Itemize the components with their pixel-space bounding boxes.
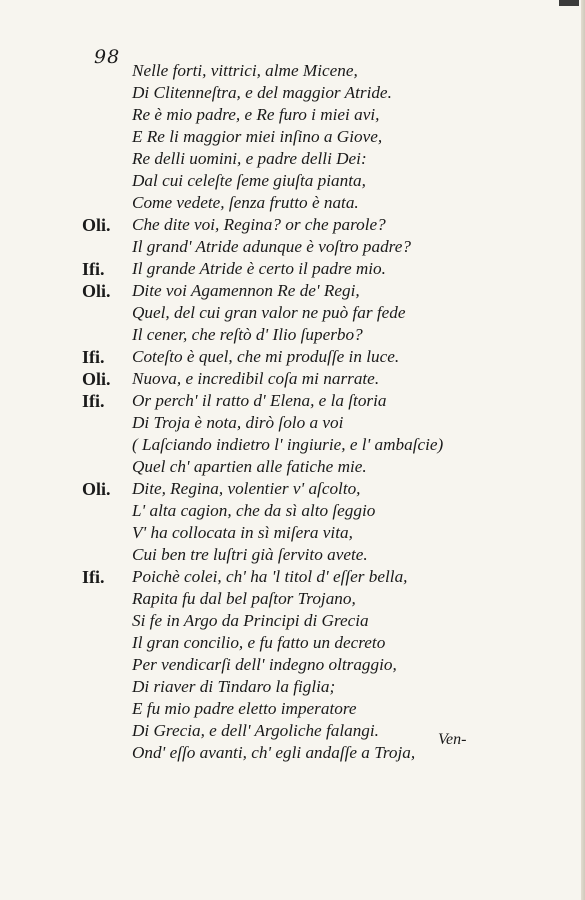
verse-text: Di Troja è nota, dirò ſolo a voi [132,413,344,432]
verse-text: Il grand' Atride adunque è voſtro padre? [132,237,411,256]
verse-line [0,742,585,764]
speaker-label: Ifi. [82,567,105,587]
verse-line [0,236,585,258]
verse-text: Ond' eſſo avanti, ch' egli andaſſe a Troja, [132,743,416,762]
verse-text: Il cener, che reſtò d' Ilio ſuperbo? [132,325,363,344]
verse-text: Poichè colei, ch' ha 'l titol d' eſſer bella, [132,567,408,586]
verse-line [0,324,585,346]
speaker-label: Oli. [82,369,111,389]
verse-line [0,610,585,632]
verse-line [0,126,585,148]
verse-line [0,104,585,126]
verse-line [0,368,585,390]
verse-text: Coteſto è quel, che mi produſſe in luce. [132,347,400,366]
verse-line [0,192,585,214]
verse-line [0,390,585,412]
verse-line [0,302,585,324]
verse-line [0,698,585,720]
verse-line [0,588,585,610]
verse-line [0,566,585,588]
verse-text: Si fe in Argo da Principi di Grecia [132,611,369,630]
verse-line [0,346,585,368]
verse-text: Il grande Atride è certo il padre mio. [132,259,386,278]
verse-text: Nuova, e incredibil coſa mi narrate. [132,369,380,388]
verse-lines [0,60,585,764]
catchword: Ven- [438,731,467,748]
verse-text: Dite voi Agamennon Re de' Regi, [132,281,360,300]
speaker-label: Oli. [82,479,111,499]
speaker-label: Ifi. [82,391,105,411]
speaker-label: Oli. [82,215,111,235]
verse-text: Cui ben tre luſtri già ſervito avete. [132,545,368,564]
verse-text: Di riaver di Tindaro la figlia; [132,677,336,696]
verse-line [0,148,585,170]
verse-text: L' alta cagion, che da sì alto ſeggio [132,501,376,520]
verse-text: Quel, del cui gran valor ne può far fede [132,303,406,322]
verse-line [0,632,585,654]
verse-text: Come vedete, ſenza frutto è nata. [132,193,359,212]
verse-text: Di Grecia, e dell' Argoliche falangi. [132,721,379,740]
verse-text: Per vendicarſi dell' indegno oltraggio, [132,655,397,674]
verse-text: Re delli uomini, e padre delli Dei: [132,149,367,168]
verse-line [0,434,585,456]
speaker-label: Oli. [82,281,111,301]
verse-line [0,500,585,522]
verse-text: V' ha collocata in sì miſera vita, [132,523,353,542]
verse-text: Che dite voi, Regina? or che parole? [132,215,386,234]
verse-line [0,214,585,236]
verse-text: Re è mio padre, e Re furo i miei avi, [132,105,380,124]
verse-line [0,60,585,82]
verse-line [0,170,585,192]
verse-line [0,544,585,566]
verse-text: Dite, Regina, volentier v' aſcolto, [132,479,361,498]
verse-line [0,720,585,742]
verse-text: E fu mio padre eletto imperatore [132,699,357,718]
verse-text: Or perch' il ratto d' Elena, e la ſtoria [132,391,387,410]
verse-line [0,676,585,698]
page-number: 98 [94,46,121,68]
binding-mark [559,0,579,6]
verse-line [0,456,585,478]
verse-line [0,258,585,280]
verse-text: ( Laſciando indietro l' ingiurie, e l' ambaſcie) [132,435,444,454]
speaker-label: Ifi. [82,259,105,279]
verse-line [0,478,585,500]
verse-text: Dal cui celeſte ſeme giuſta pianta, [132,171,366,190]
verse-line [0,82,585,104]
verse-line [0,412,585,434]
verse-line [0,654,585,676]
verse-line [0,280,585,302]
verse-text: Quel ch' apartien alle fatiche mie. [132,457,367,476]
verse-text: Di Clitenneſtra, e del maggior Atride. [132,83,392,102]
verse-text: Nelle forti, vittrici, alme Micene, [132,61,358,80]
verse-line [0,522,585,544]
verse-text: Rapita fu dal bel paſtor Trojano, [132,589,356,608]
verse-text: Il gran concilio, e fu fatto un decreto [132,633,386,652]
speaker-label: Ifi. [82,347,105,367]
verse-text: E Re li maggior miei inſino a Giove, [132,127,383,146]
